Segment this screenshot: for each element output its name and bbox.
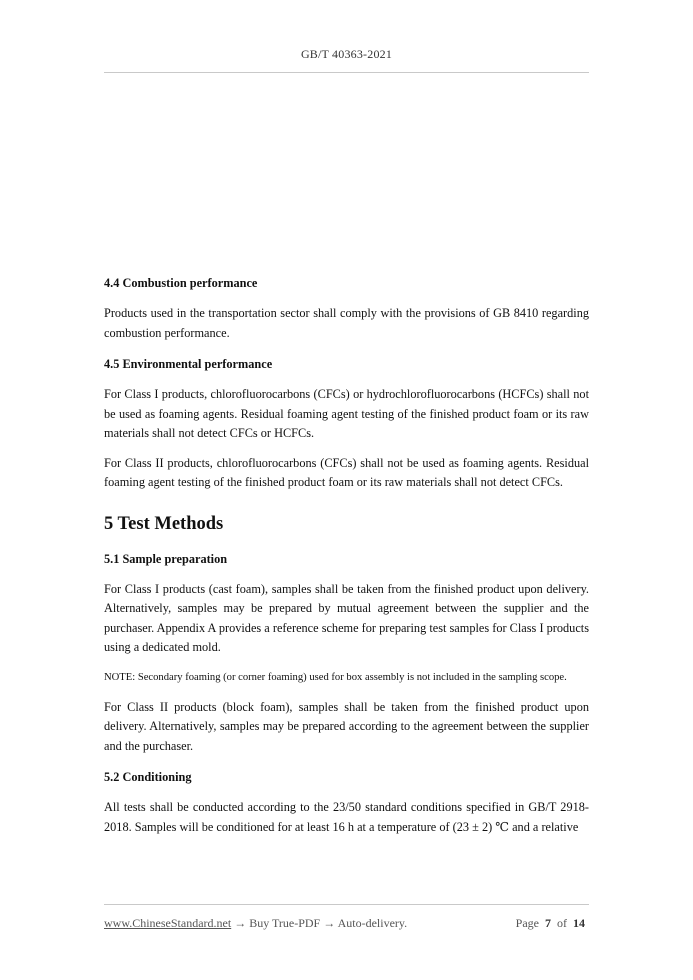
site-link[interactable]: www.ChineseStandard.net	[104, 916, 232, 930]
document-id: GB/T 40363-2021	[300, 47, 393, 61]
footer-divider	[104, 904, 589, 905]
auto-delivery-text: Auto-delivery.	[337, 916, 408, 930]
section-heading-4-5: 4.5 Environmental performance	[104, 357, 273, 371]
section-heading-4-4: 4.4 Combustion performance	[104, 276, 258, 290]
page-body	[104, 274, 589, 837]
paragraph-4-5-class-ii: For Class II products, chlorofluorocarbons (CFCs) shall not be used as foaming agents. Residual foaming agent testing of the finished product foam or its raw materials shall not detect CFCs.	[104, 455, 589, 489]
footer-promo	[104, 916, 407, 931]
section-heading-5-1: 5.1 Sample preparation	[104, 551, 228, 566]
page-label: Page	[515, 916, 539, 930]
page-current: 7	[545, 916, 551, 930]
arrow-right-icon: →	[323, 916, 336, 930]
arrow-right-icon: →	[234, 916, 247, 930]
buy-pdf-text: Buy True-PDF	[249, 916, 321, 930]
paragraph-4-5-class-i: For Class I products, chlorofluorocarbons (CFCs) or hydrochlorofluorocarbons (HCFCs) shall not be used as foaming agents. Residual foaming agent testing of the finished product foam or its raw materials shall not detect CFCs or HCFCs.	[104, 387, 589, 440]
paragraph-5-1-class-i: For Class I products (cast foam), samples shall be taken from the finished product upon delivery. Alternatively, samples may be prepared by mutual agreement between the supplier and the purchaser. Appendix A provides a reference scheme for preparing test samples for Class I products using a dedicated mold.	[104, 581, 589, 654]
note-5-1: NOTE: Secondary foaming (or corner foaming) used for box assembly is not included in the sampling scope.	[104, 671, 567, 683]
paragraph-5-1-class-ii: For Class II products (block foam), samples shall be taken from the finished product upon delivery. Alternatively, samples may be prepared according to the agreement between the supplier and the purchaser.	[104, 699, 589, 753]
page-total: 14	[573, 916, 585, 930]
chapter-heading-5: 5 Test Methods	[104, 513, 224, 534]
page-number	[516, 916, 585, 931]
paragraph-5-2: All tests shall be conducted according to the 23/50 standard conditions specified in GB/T 2918-2018. Samples will be conditioned for at least 16 h at a temperature of (23 ± 2) ℃ and a relative	[104, 800, 589, 834]
page-of: of	[557, 916, 567, 930]
header-divider	[104, 72, 589, 73]
section-heading-5-2: 5.2 Conditioning	[104, 770, 192, 784]
paragraph-4-4: Products used in the transportation sector shall comply with the provisions of GB 8410 regarding combustion performance.	[104, 306, 589, 340]
